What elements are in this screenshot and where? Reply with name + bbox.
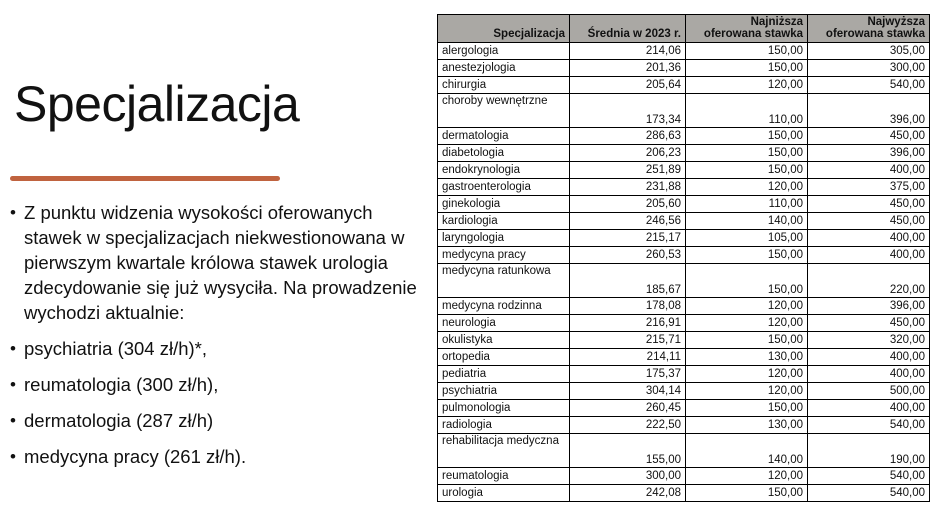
bullet-dot-icon: • — [10, 203, 16, 222]
cell-max-rate: 190,00 — [808, 434, 930, 468]
cell-max-rate: 300,00 — [808, 60, 930, 77]
cell-min-rate: 120,00 — [686, 77, 808, 94]
bullet-text: reumatologia (300 zł/h), — [24, 374, 219, 395]
table-row — [438, 485, 930, 502]
cell-average: 246,56 — [570, 213, 686, 230]
cell-max-rate: 540,00 — [808, 468, 930, 485]
cell-specialization: ginekologia — [438, 196, 570, 213]
table-row — [438, 400, 930, 417]
table-row — [438, 179, 930, 196]
cell-average: 205,60 — [570, 196, 686, 213]
table-row — [438, 196, 930, 213]
cell-specialization: reumatologia — [438, 468, 570, 485]
list-item — [10, 336, 425, 361]
cell-specialization: rehabilitacja medyczna — [438, 434, 570, 468]
table-row — [438, 247, 930, 264]
column-header-min-rate: Najniższa oferowana stawka — [686, 15, 808, 43]
table-row — [438, 94, 930, 128]
table-row — [438, 315, 930, 332]
cell-max-rate: 396,00 — [808, 94, 930, 128]
cell-average: 201,36 — [570, 60, 686, 77]
table-row — [438, 43, 930, 60]
cell-specialization: diabetologia — [438, 145, 570, 162]
table-row — [438, 162, 930, 179]
cell-max-rate: 400,00 — [808, 162, 930, 179]
table-row — [438, 213, 930, 230]
cell-max-rate: 450,00 — [808, 315, 930, 332]
table-row — [438, 332, 930, 349]
cell-min-rate: 150,00 — [686, 162, 808, 179]
cell-min-rate: 140,00 — [686, 434, 808, 468]
cell-max-rate: 400,00 — [808, 400, 930, 417]
cell-specialization: pulmonologia — [438, 400, 570, 417]
cell-min-rate: 120,00 — [686, 315, 808, 332]
cell-specialization: chirurgia — [438, 77, 570, 94]
cell-specialization: okulistyka — [438, 332, 570, 349]
cell-average: 242,08 — [570, 485, 686, 502]
cell-average: 222,50 — [570, 417, 686, 434]
table-row — [438, 128, 930, 145]
bullet-text: psychiatria (304 zł/h)*, — [24, 338, 208, 359]
cell-max-rate: 400,00 — [808, 230, 930, 247]
cell-average: 231,88 — [570, 179, 686, 196]
cell-max-rate: 540,00 — [808, 417, 930, 434]
cell-average: 286,63 — [570, 128, 686, 145]
rates-table — [437, 14, 930, 502]
cell-average: 215,17 — [570, 230, 686, 247]
column-header-specialization: Specjalizacja — [438, 15, 570, 43]
list-item — [10, 444, 425, 469]
cell-min-rate: 120,00 — [686, 179, 808, 196]
cell-min-rate: 150,00 — [686, 332, 808, 349]
cell-min-rate: 150,00 — [686, 485, 808, 502]
cell-max-rate: 400,00 — [808, 247, 930, 264]
column-header-average: Średnia w 2023 r. — [570, 15, 686, 43]
cell-min-rate: 110,00 — [686, 94, 808, 128]
cell-min-rate: 130,00 — [686, 349, 808, 366]
cell-max-rate: 375,00 — [808, 179, 930, 196]
cell-specialization: pediatria — [438, 366, 570, 383]
bullet-text: dermatologia (287 zł/h) — [24, 410, 214, 431]
cell-max-rate: 450,00 — [808, 213, 930, 230]
cell-specialization: medycyna pracy — [438, 247, 570, 264]
cell-average: 175,37 — [570, 366, 686, 383]
cell-specialization: choroby wewnętrzne — [438, 94, 570, 128]
cell-specialization: radiologia — [438, 417, 570, 434]
table-row — [438, 383, 930, 400]
cell-max-rate: 396,00 — [808, 145, 930, 162]
cell-average: 215,71 — [570, 332, 686, 349]
bullet-text: medycyna pracy (261 zł/h). — [24, 446, 247, 467]
cell-specialization: gastroenterologia — [438, 179, 570, 196]
cell-min-rate: 150,00 — [686, 145, 808, 162]
list-item — [10, 200, 425, 325]
cell-max-rate: 450,00 — [808, 196, 930, 213]
cell-average: 173,34 — [570, 94, 686, 128]
cell-specialization: ortopedia — [438, 349, 570, 366]
table-row — [438, 468, 930, 485]
cell-average: 205,64 — [570, 77, 686, 94]
cell-min-rate: 150,00 — [686, 60, 808, 77]
cell-min-rate: 120,00 — [686, 366, 808, 383]
cell-max-rate: 220,00 — [808, 264, 930, 298]
list-item — [10, 408, 425, 433]
cell-max-rate: 450,00 — [808, 128, 930, 145]
cell-min-rate: 130,00 — [686, 417, 808, 434]
table-row — [438, 145, 930, 162]
table-header — [438, 15, 930, 43]
cell-max-rate: 400,00 — [808, 366, 930, 383]
cell-min-rate: 150,00 — [686, 400, 808, 417]
cell-specialization: kardiologia — [438, 213, 570, 230]
bullet-list — [10, 200, 425, 480]
cell-specialization: endokrynologia — [438, 162, 570, 179]
cell-average: 260,45 — [570, 400, 686, 417]
cell-min-rate: 120,00 — [686, 298, 808, 315]
cell-max-rate: 500,00 — [808, 383, 930, 400]
page-title: Specjalizacja — [14, 76, 300, 132]
cell-min-rate: 105,00 — [686, 230, 808, 247]
cell-average: 300,00 — [570, 468, 686, 485]
cell-max-rate: 540,00 — [808, 77, 930, 94]
slide-left-content — [0, 0, 430, 530]
cell-min-rate: 150,00 — [686, 128, 808, 145]
table-row — [438, 366, 930, 383]
table-row — [438, 77, 930, 94]
cell-specialization: dermatologia — [438, 128, 570, 145]
cell-min-rate: 110,00 — [686, 196, 808, 213]
table-row — [438, 417, 930, 434]
title-underline — [10, 176, 280, 181]
cell-max-rate: 540,00 — [808, 485, 930, 502]
cell-average: 304,14 — [570, 383, 686, 400]
cell-average: 214,11 — [570, 349, 686, 366]
cell-specialization: medycyna ratunkowa — [438, 264, 570, 298]
cell-max-rate: 400,00 — [808, 349, 930, 366]
table-row — [438, 264, 930, 298]
cell-min-rate: 150,00 — [686, 43, 808, 60]
table-row — [438, 434, 930, 468]
bullet-dot-icon: • — [10, 339, 16, 358]
rates-table-container — [437, 14, 929, 502]
cell-min-rate: 120,00 — [686, 383, 808, 400]
bullet-dot-icon: • — [10, 375, 16, 394]
cell-average: 216,91 — [570, 315, 686, 332]
table-body — [438, 43, 930, 502]
cell-max-rate: 305,00 — [808, 43, 930, 60]
cell-specialization: urologia — [438, 485, 570, 502]
cell-specialization: psychiatria — [438, 383, 570, 400]
cell-average: 185,67 — [570, 264, 686, 298]
cell-average: 260,53 — [570, 247, 686, 264]
table-row — [438, 230, 930, 247]
bullet-dot-icon: • — [10, 411, 16, 430]
cell-specialization: neurologia — [438, 315, 570, 332]
cell-max-rate: 396,00 — [808, 298, 930, 315]
cell-average: 251,89 — [570, 162, 686, 179]
cell-specialization: laryngologia — [438, 230, 570, 247]
cell-min-rate: 150,00 — [686, 264, 808, 298]
cell-average: 206,23 — [570, 145, 686, 162]
bullet-text: Z punktu widzenia wysokości oferowanych stawek w specjalizacjach niekwestionowana w pierwszym kwartale królowa stawek urologia zdecydowanie się już wysyciła. Na prowadzenie wychodzi aktualnie: — [24, 202, 417, 323]
cell-min-rate: 150,00 — [686, 247, 808, 264]
cell-average: 214,06 — [570, 43, 686, 60]
cell-specialization: medycyna rodzinna — [438, 298, 570, 315]
table-header-row — [438, 15, 930, 43]
cell-average: 178,08 — [570, 298, 686, 315]
table-row — [438, 60, 930, 77]
bullet-dot-icon: • — [10, 447, 16, 466]
list-item — [10, 372, 425, 397]
column-header-max-rate: Najwyższa oferowana stawka — [808, 15, 930, 43]
cell-specialization: anestezjologia — [438, 60, 570, 77]
table-row — [438, 349, 930, 366]
table-row — [438, 298, 930, 315]
cell-max-rate: 320,00 — [808, 332, 930, 349]
cell-min-rate: 120,00 — [686, 468, 808, 485]
cell-specialization: alergologia — [438, 43, 570, 60]
cell-min-rate: 140,00 — [686, 213, 808, 230]
cell-average: 155,00 — [570, 434, 686, 468]
